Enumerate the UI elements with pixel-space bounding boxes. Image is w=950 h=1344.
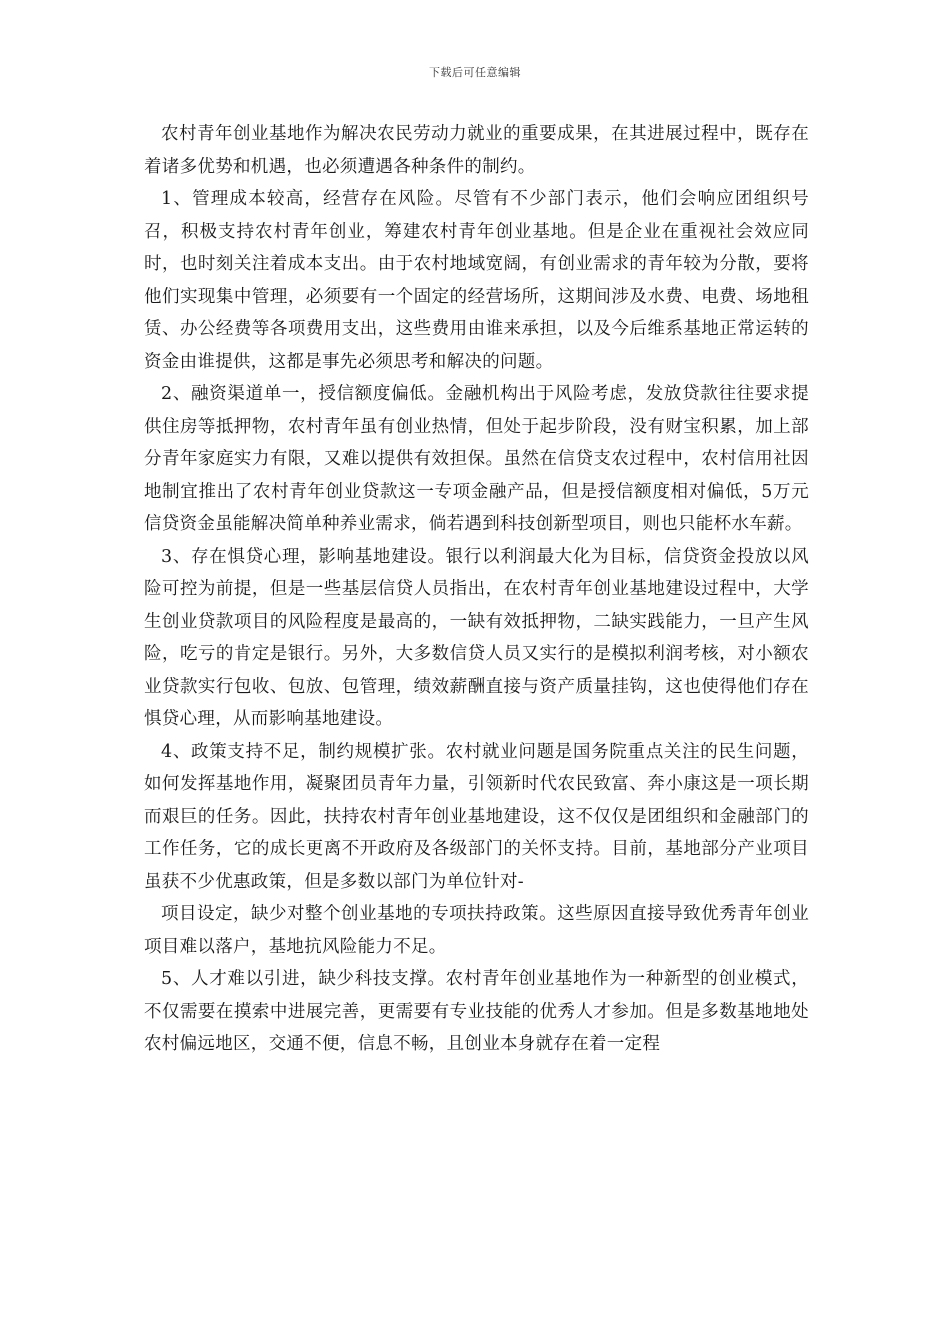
paragraph-point-1: 1、管理成本较高，经营存在风险。尽管有不少部门表示，他们会响应团组织号召，积极支持农村青年创业，筹建农村青年创业基地。但是企业在重视社会效应同时，也时刻关注着成本支出。由于农村地域宽阔，有创业需求的青年较为分散，要将他们实现集中管理，必须要有一个固定的经营场所，这期间涉及水费、电费、场地租赁、办公经费等各项费用支出，这些费用由谁来承担，以及今后维系基地正常运转的资金由谁提供，这都是事先必须思考和解决的问题。	[144, 189, 809, 372]
document-body	[144, 118, 809, 1061]
paragraph-point-4-continued: 项目设定，缺少对整个创业基地的专项扶持政策。这些原因直接导致优秀青年创业项目难以落户，基地抗风险能力不足。	[144, 904, 809, 957]
paragraph-point-2: 2、融资渠道单一，授信额度偏低。金融机构出于风险考虑，发放贷款往往要求提供住房等抵押物，农村青年虽有创业热情，但处于起步阶段，没有财宝积累，加上部分青年家庭实力有限，又难以提供有效担保。虽然在信贷支农过程中，农村信用社因地制宜推出了农村青年创业贷款这一专项金融产品，但是授信额度相对偏低，5万元信贷资金虽能解决简单种养业需求，倘若遇到科技创新型项目，则也只能杯水车薪。	[144, 384, 809, 534]
paragraph-intro: 农村青年创业基地作为解决农民劳动力就业的重要成果，在其进展过程中，既存在着诸多优势和机遇，也必须遭遇各种条件的制约。	[144, 124, 809, 177]
page-header: 下载后可任意编辑	[429, 66, 521, 79]
paragraph-point-4: 4、政策支持不足，制约规模扩张。农村就业问题是国务院重点关注的民生问题，如何发挥基地作用，凝聚团员青年力量，引领新时代农民致富、奔小康这是一项长期而艰巨的任务。因此，扶持农村青年创业基地建设，这不仅仅是团组织和金融部门的工作任务，它的成长更离不开政府及各级部门的关怀支持。目前，基地部分产业项目虽获不少优惠政策，但是多数以部门为单位针对-	[144, 741, 809, 892]
paragraph-point-3: 3、存在惧贷心理，影响基地建设。银行以利润最大化为目标，信贷资金投放以风险可控为前提，但是一些基层信贷人员指出，在农村青年创业基地建设过程中，大学生创业贷款项目的风险程度是最高的，一缺有效抵押物，二缺实践能力，一旦产生风险，吃亏的肯定是银行。另外，大多数信贷人员又实行的是模拟利润考核，对小额农业贷款实行包收、包放、包管理，绩效薪酬直接与资产质量挂钩，这也使得他们存在惧贷心理，从而影响基地建设。	[144, 546, 809, 729]
paragraph-point-5: 5、人才难以引进，缺少科技支撑。农村青年创业基地作为一种新型的创业模式，不仅需要在摸索中进展完善，更需要有专业技能的优秀人才参加。但是多数基地地处农村偏远地区，交通不便，信息不畅，且创业本身就存在着一定程	[144, 969, 809, 1054]
